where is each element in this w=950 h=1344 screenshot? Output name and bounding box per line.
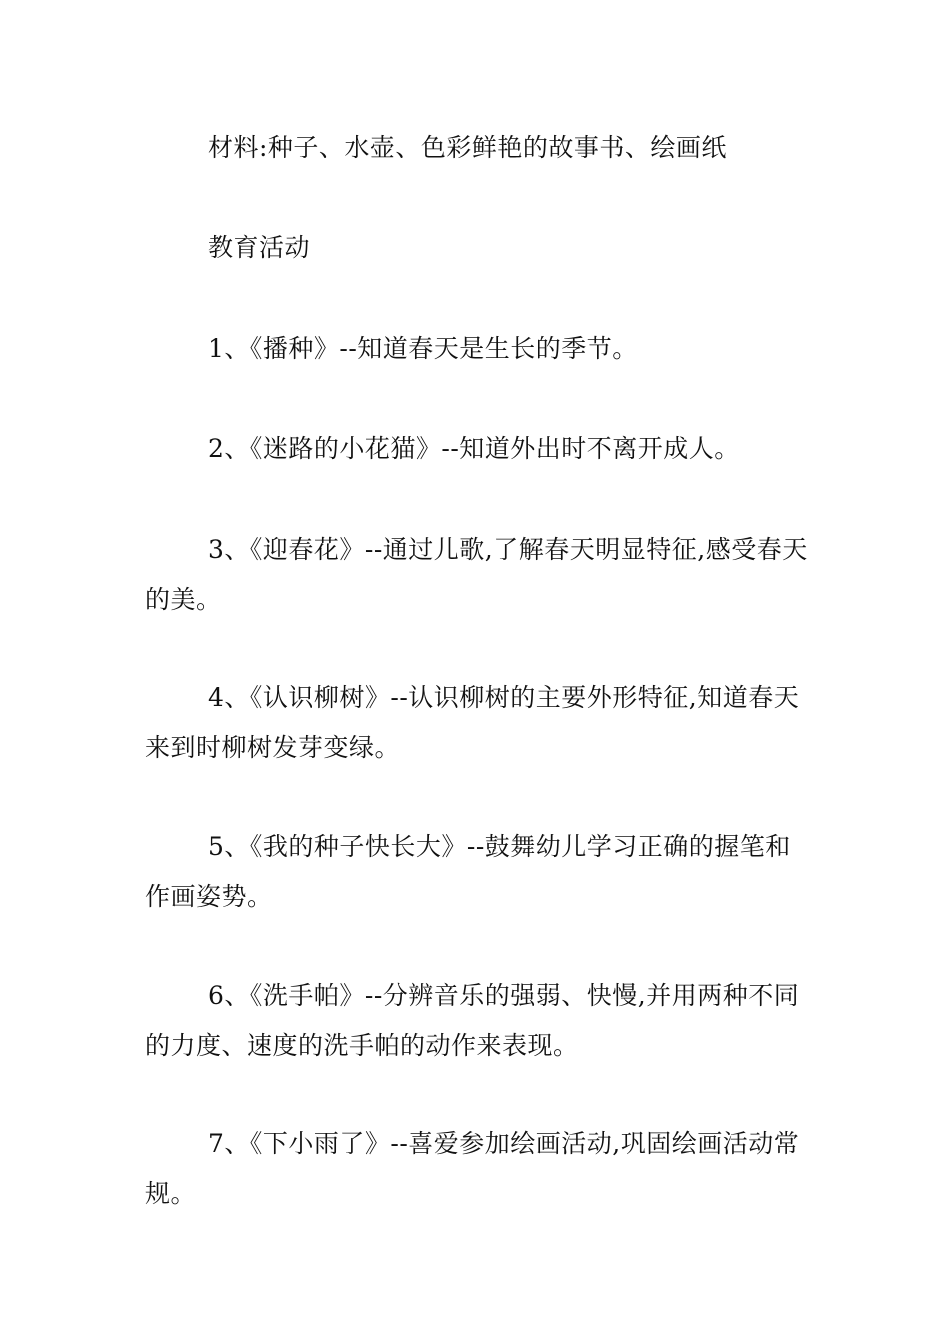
section-heading: 教育活动 [208, 233, 311, 262]
activity-item-6: 6、《洗手帕》--分辨音乐的强弱、快慢,并用两种不同的力度、速度的洗手帕的动作来表现。 [145, 981, 800, 1060]
activity-item-5: 5、《我的种子快长大》--鼓舞幼儿学习正确的握笔和作画姿势。 [145, 832, 791, 911]
activity-item-7: 7、《下小雨了》--喜爱参加绘画活动,巩固绘画活动常规。 [145, 1129, 800, 1208]
activity-item-1: 1、《播种》--知道春天是生长的季节。 [208, 334, 638, 363]
activity-item-3: 3、《迎春花》--通过儿歌,了解春天明显特征,感受春天的美。 [145, 535, 808, 614]
activity-item-4: 4、《认识柳树》--认识柳树的主要外形特征,知道春天来到时柳树发芽变绿。 [145, 683, 800, 762]
materials-paragraph: 材料:种子、水壶、色彩鲜艳的故事书、绘画纸 [208, 133, 727, 162]
activity-item-2: 2、《迷路的小花猫》--知道外出时不离开成人。 [208, 434, 740, 463]
